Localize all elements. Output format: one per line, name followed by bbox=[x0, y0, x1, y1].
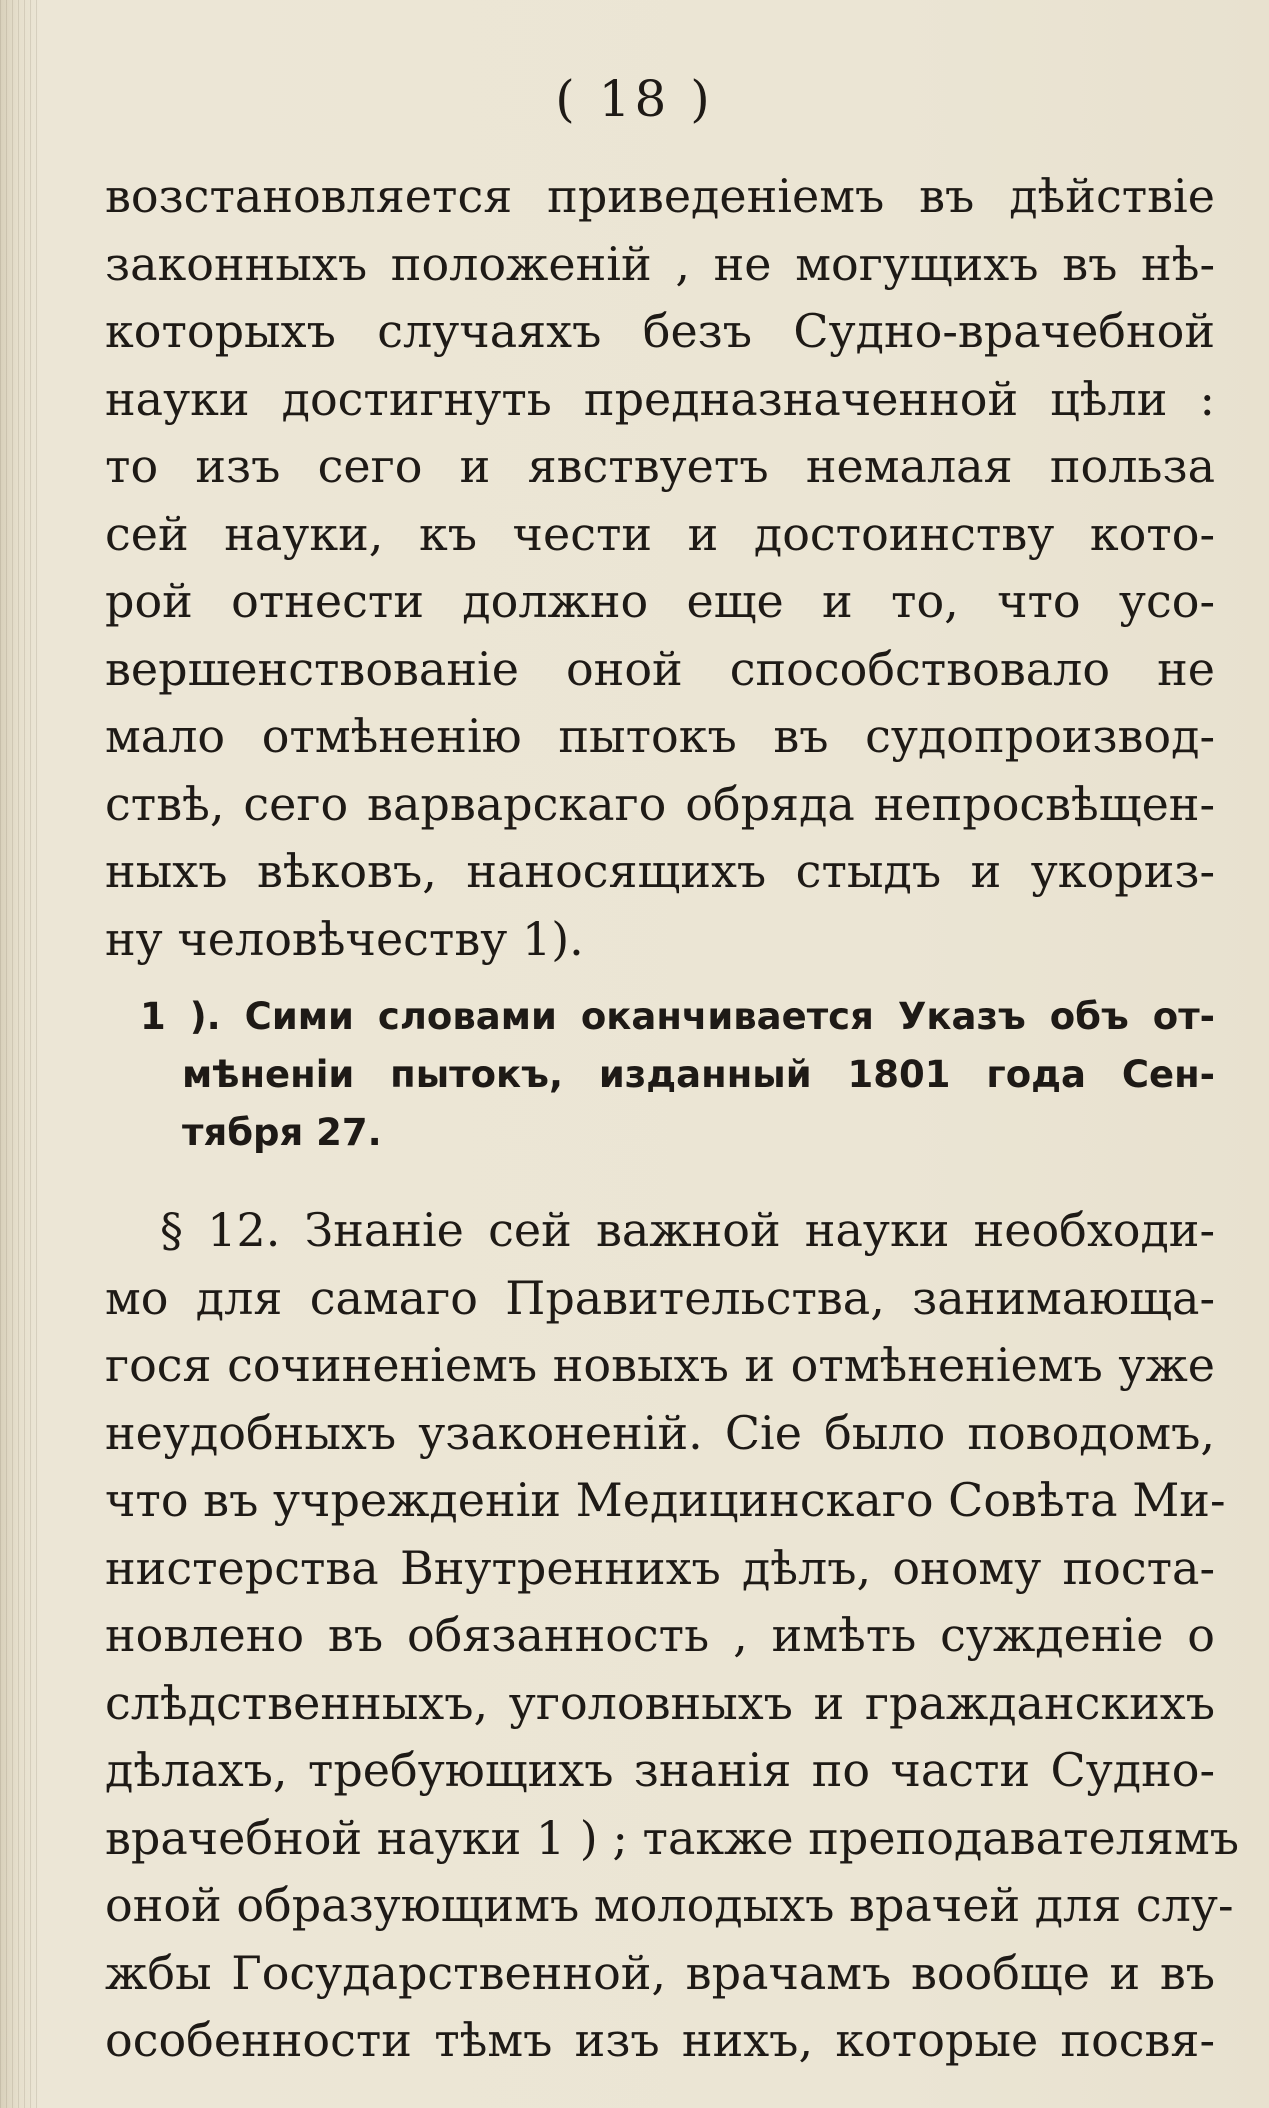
text-line: ствѣ, сего варварскаго обряда непросвѣщен- bbox=[105, 776, 1215, 831]
text-line: мало отмѣненію пытокъ въ судопроизвод- bbox=[105, 709, 1215, 763]
text-line: дѣлахъ, требующихъ знанія по части Судно- bbox=[105, 1743, 1215, 1797]
page-number: ( 18 ) bbox=[555, 70, 714, 128]
text-line: ну человѣчеству 1). bbox=[105, 911, 584, 966]
text-line: сей науки, къ чести и достоинству кото- bbox=[105, 506, 1215, 561]
text-line: § 12. Знаніе сей важной науки необходи- bbox=[160, 1203, 1215, 1257]
footnote bbox=[140, 988, 1215, 1162]
footnote-line: 1 ). Сими словами оканчивается Указъ объ от- bbox=[140, 995, 1215, 1038]
page-binding-edge bbox=[0, 0, 38, 2108]
text-line: оной образующимъ молодыхъ врачей для слу- bbox=[105, 1878, 1234, 1932]
text-line: возстановляется приведеніемъ въ дѣйствіе bbox=[105, 169, 1215, 223]
text-line: нистерства Внутреннихъ дѣлъ, оному поста- bbox=[105, 1540, 1215, 1595]
text-line: жбы Государственной, врачамъ вообще и въ bbox=[105, 1945, 1215, 2000]
text-line: законныхъ положеній , не могущихъ въ нѣ- bbox=[105, 236, 1215, 291]
text-line: неудобныхъ узаконеній. Сіе было поводомъ, bbox=[105, 1405, 1215, 1460]
text-line: вершенствованіе оной способствовало не bbox=[105, 641, 1215, 696]
text-line: слѣдственныхъ, уголовныхъ и гражданскихъ bbox=[105, 1675, 1215, 1730]
text-line: врачебной науки 1 ) ; также преподавателямъ bbox=[105, 1810, 1239, 1865]
paragraph-1 bbox=[105, 163, 1215, 973]
paragraph-2-section-12 bbox=[105, 1197, 1239, 2075]
text-line: науки достигнуть предназначенной цѣли : bbox=[105, 371, 1215, 426]
footnote-line: мѣненіи пытокъ, изданный 1801 года Сен- bbox=[182, 1053, 1215, 1096]
footnote-line: тября 27. bbox=[182, 1111, 382, 1154]
text-line: новлено въ обязанность , имѣть сужденіе о bbox=[105, 1608, 1215, 1662]
text-line: гося сочиненіемъ новыхъ и отмѣненіемъ уже bbox=[105, 1338, 1215, 1392]
text-line: то изъ сего и явствуетъ немалая польза bbox=[105, 439, 1215, 493]
text-line: ныхъ вѣковъ, наносящихъ стыдъ и укориз- bbox=[105, 844, 1215, 898]
text-line: особенности тѣмъ изъ нихъ, которые посвя- bbox=[105, 2013, 1215, 2067]
text-line: что въ учрежденіи Медицинскаго Совѣта Ми- bbox=[105, 1473, 1226, 1527]
text-line: мо для самаго Правительства, занимающа- bbox=[105, 1270, 1215, 1325]
text-line: которыхъ случаяхъ безъ Судно-врачебной bbox=[105, 304, 1215, 358]
text-line: рой отнести должно еще и то, что усо- bbox=[105, 574, 1215, 628]
